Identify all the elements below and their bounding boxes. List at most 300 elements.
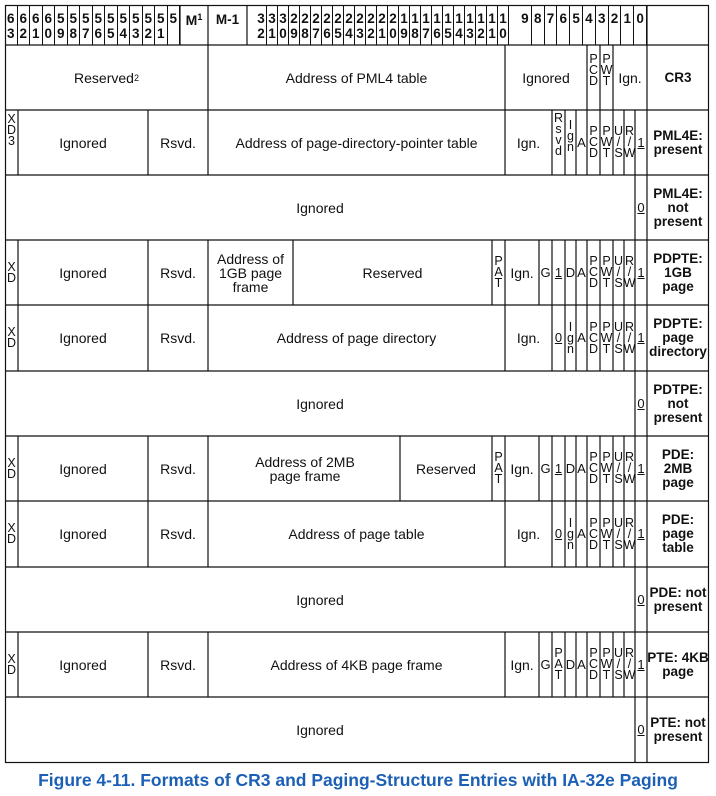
stacked-letter: C <box>588 330 599 345</box>
stacked-letter: W <box>623 537 636 552</box>
header-mid-digit-top: 1 <box>400 11 408 26</box>
stacked-letter: / <box>627 330 632 345</box>
pml4e-present-label: PML4E: present <box>653 127 703 157</box>
stacked-letter: D <box>6 336 17 350</box>
header-high-col <box>18 5 31 45</box>
stacked-letter: A <box>494 265 503 279</box>
header-mid-digit-bottom: 2 <box>257 26 265 41</box>
header-high-digit-top: 6 <box>6 11 15 26</box>
pte-xd <box>5 632 18 697</box>
stacked-letter: W <box>600 265 613 279</box>
header-low-digit-top: 5 <box>572 11 580 26</box>
stacked-letter: / <box>616 265 621 279</box>
stacked-letter: d <box>555 144 562 158</box>
header-mid-digit-bottom: 1 <box>378 26 386 41</box>
stacked-letter: / <box>616 135 621 149</box>
stacked-letter: D <box>588 74 599 88</box>
header-mid-col <box>465 5 476 45</box>
stacked-letter: W <box>600 526 613 541</box>
pde-np-label: PDE: not present <box>649 584 707 614</box>
header-high-digit-bottom: 8 <box>69 26 77 41</box>
stacked-letter: P <box>602 124 611 138</box>
header-mid-col <box>311 5 322 45</box>
header-high-digit-top: 6 <box>31 11 40 26</box>
header-mid-digit-bottom: 7 <box>312 26 320 41</box>
stacked-letter: 3 <box>8 134 15 148</box>
pdetbl-ign: Ign. <box>516 526 541 542</box>
pdetbl-label: PDE: page table <box>661 512 695 555</box>
header-mid-digit-top: 3 <box>279 11 287 26</box>
stacked-letter: T <box>602 472 611 486</box>
header-mid-digit-bottom: 0 <box>389 26 397 41</box>
header-mid-digit-top: 1 <box>444 11 452 26</box>
stacked-letter: s <box>555 122 562 136</box>
stacked-letter: P <box>589 254 598 268</box>
header-low-col <box>596 5 609 45</box>
stacked-letter: P <box>602 515 611 530</box>
header-low-digit-top: 6 <box>559 11 568 26</box>
stacked-letter: A <box>554 657 563 671</box>
header-mid-digit-bottom: 4 <box>455 26 463 41</box>
pml4e-pwt <box>600 110 613 175</box>
stacked-letter: P <box>589 319 598 334</box>
stacked-letter: W <box>623 276 636 290</box>
header-low-digit-top: 1 <box>623 11 632 26</box>
pte-ignored: Ignored <box>59 656 107 673</box>
pml4e-ign-bit <box>565 110 576 175</box>
header-high-digit-bottom: 1 <box>31 26 40 41</box>
stacked-letter: T <box>494 276 503 290</box>
pte-rw <box>624 632 635 697</box>
stacked-letter: D <box>6 662 17 677</box>
stacked-letter: R <box>624 646 635 660</box>
header-mid-digit-top: 1 <box>477 11 485 26</box>
pdetbl-rw <box>624 501 635 567</box>
header-mid-digit-top: 2 <box>290 11 298 26</box>
cr3-reserved-text: Reserved <box>74 69 134 86</box>
pdpte1g-a: A <box>577 264 586 280</box>
stacked-letter: T <box>602 668 611 682</box>
pdetbl-a: A <box>577 526 586 541</box>
header-low-col <box>545 5 558 45</box>
stacked-letter: X <box>7 112 16 126</box>
pml4e-ignored: Ignored <box>59 134 107 151</box>
header-mid-col <box>300 5 311 45</box>
stacked-letter: W <box>623 341 636 356</box>
header-low-digit-top: 0 <box>636 11 644 26</box>
header-mid-digit-top: 1 <box>411 11 419 26</box>
stacked-letter: P <box>494 450 503 464</box>
header-mid-digit-bottom: 6 <box>323 26 331 41</box>
pdpte1g-pwt <box>600 240 613 305</box>
pdetbl-ign-bit <box>565 501 576 567</box>
pml4e-np-ignored: Ignored <box>296 199 344 216</box>
pte-np-label: PTE: not present <box>650 715 706 744</box>
pdetbl-address: Address of page table <box>288 526 425 542</box>
header-high-col <box>5 5 18 45</box>
pml4e-rw <box>624 110 635 175</box>
header-mid-col <box>366 5 377 45</box>
header-low-col <box>519 5 532 45</box>
stacked-letter: D <box>588 668 599 682</box>
header-low-col <box>609 5 622 45</box>
header-mid-col <box>443 5 454 45</box>
header-high-digit-bottom: 5 <box>106 26 115 41</box>
header-mid-col <box>344 5 355 45</box>
cr3-pwt <box>600 45 613 110</box>
stacked-letter: T <box>602 146 611 160</box>
header-high-digit-bottom: 9 <box>56 26 65 41</box>
stacked-letter: n <box>567 140 574 154</box>
stacked-letter: X <box>7 259 16 274</box>
stacked-letter: W <box>623 472 636 486</box>
header-high-digit-top: 5 <box>119 11 127 26</box>
stacked-letter: T <box>602 537 611 552</box>
header-mid-digit-bottom: 7 <box>422 26 430 41</box>
stacked-letter: T <box>602 341 611 356</box>
header-mid-digit-bottom: 9 <box>290 26 298 41</box>
header-high-digit-top: 5 <box>131 11 140 26</box>
header-high-digit-bottom: 3 <box>6 26 15 41</box>
pte-pat <box>552 632 565 697</box>
pml4e-address: Address of page-directory-pointer table <box>235 134 478 151</box>
header-high-digit-bottom: 3 <box>131 26 140 41</box>
header-mid-digit-top: 2 <box>323 11 331 26</box>
pdpte1g-reserved: Reserved <box>362 264 423 281</box>
header-high-digit-bottom: 2 <box>144 26 152 41</box>
pdpte1g-p: 1 <box>637 264 645 280</box>
pte-a: A <box>577 656 586 672</box>
header-high-digit-bottom: 2 <box>19 26 27 41</box>
header-high-col <box>43 5 56 45</box>
stacked-letter: C <box>588 526 599 541</box>
stacked-letter: P <box>589 515 598 530</box>
header-high-digit-top: 5 <box>81 11 90 26</box>
pde2m-ign: Ign. <box>510 460 534 477</box>
stacked-letter: g <box>567 526 574 541</box>
header-high-digit-top: 5 <box>94 11 102 26</box>
pte-pwt <box>600 632 613 697</box>
pdptedir-us <box>613 305 624 371</box>
pde2m-a: A <box>577 460 586 476</box>
stacked-letter: D <box>588 146 599 160</box>
header-high-col <box>30 5 43 45</box>
pde2m-address: Address of 2MB page frame <box>255 453 355 484</box>
figure-caption: Figure 4-11. Formats of CR3 and Paging-Structure Entries with IA-32e Paging <box>38 770 678 790</box>
stacked-letter: D <box>6 123 17 137</box>
header-mid-digit-top: 1 <box>466 11 474 26</box>
stacked-letter: D <box>6 466 17 481</box>
pde2m-ignored: Ignored <box>59 460 107 477</box>
header-mid-col <box>278 5 289 45</box>
pdetbl-xd <box>5 501 18 567</box>
stacked-letter: / <box>616 657 621 671</box>
stacked-letter: n <box>567 341 574 356</box>
header-mid-col <box>498 5 509 45</box>
header-mid-digit-bottom: 6 <box>433 26 441 41</box>
header-high-digit-top: 5 <box>106 11 115 26</box>
header-mid-digit-top: 2 <box>367 11 375 26</box>
header-high-digit-top: 5 <box>69 11 77 26</box>
stacked-letter: n <box>567 537 574 552</box>
stacked-letter: T <box>602 276 611 290</box>
pte-ign: Ign. <box>510 656 534 673</box>
stacked-letter: S <box>614 341 623 356</box>
pml4e-ign: Ign. <box>516 134 541 151</box>
pdptedir-pcd <box>587 305 600 371</box>
pdetbl-ignored: Ignored <box>59 526 107 542</box>
header-high-col <box>155 5 168 45</box>
stacked-letter: W <box>600 461 613 475</box>
stacked-letter: S <box>614 276 623 290</box>
pml4e-rsvd: Rsvd. <box>160 134 196 151</box>
pml4e-np-p: 0 <box>637 199 645 215</box>
header-mid-digit-top: 2 <box>378 11 386 26</box>
stacked-letter: S <box>614 472 623 486</box>
pde2m-pcd <box>587 436 600 501</box>
pml4e-xd <box>5 110 18 175</box>
header-high-col <box>130 5 143 45</box>
stacked-letter: P <box>494 254 503 268</box>
stacked-letter: P <box>602 52 611 66</box>
header-high-col <box>118 5 131 45</box>
header-low-col <box>557 5 570 45</box>
stacked-letter: U <box>613 515 624 530</box>
pte-p: 1 <box>637 656 645 672</box>
pdpte1g-ignored: Ignored <box>59 264 107 281</box>
header-mid-digit-top: 2 <box>334 11 342 26</box>
header-mid-col <box>256 5 267 45</box>
stacked-letter: U <box>613 646 624 660</box>
pdpte1g-d: D <box>565 264 576 280</box>
header-mid-digit-bottom: 0 <box>279 26 287 41</box>
stacked-letter: P <box>602 319 611 334</box>
stacked-letter: P <box>589 124 598 138</box>
header-mid-col <box>355 5 366 45</box>
stacked-letter: C <box>588 657 599 671</box>
header-m <box>180 5 208 45</box>
stacked-letter: P <box>602 254 611 268</box>
pde2m-d: D <box>565 460 576 476</box>
header-low-col <box>621 5 634 45</box>
header-mid-digit-bottom: 2 <box>477 26 485 41</box>
stacked-letter: U <box>613 450 624 464</box>
stacked-letter: U <box>613 254 624 268</box>
cr3-pcd <box>587 45 600 110</box>
header-high-col <box>93 5 106 45</box>
stacked-letter: P <box>589 646 598 660</box>
stacked-letter: W <box>623 668 636 682</box>
header-high-digit-top: 6 <box>44 11 52 26</box>
pdetbl-us <box>613 501 624 567</box>
header-mid-col <box>421 5 432 45</box>
header-mid-col <box>487 5 498 45</box>
stacked-letter: I <box>568 319 573 334</box>
header-high-digit-top: 5 <box>144 11 152 26</box>
pde2m-pat <box>492 436 505 501</box>
pdptedir-rsvd: Rsvd. <box>160 330 196 346</box>
stacked-letter: R <box>624 124 635 138</box>
header-mid-digit-bottom: 8 <box>301 26 309 41</box>
header-mid-col <box>454 5 465 45</box>
stacked-letter: R <box>624 319 635 334</box>
stacked-letter: T <box>602 74 611 88</box>
pdptedir-label: PDPTE: page directory <box>649 316 707 359</box>
header-high-digit-bottom: 0 <box>44 26 52 41</box>
header-high-digit-bottom: 7 <box>81 26 90 41</box>
header-mid-digit-bottom: 5 <box>334 26 342 41</box>
cr3-label: CR3 <box>664 69 692 85</box>
header-mid-digit-bottom: 1 <box>268 26 276 41</box>
header-mid-digit-top: 1 <box>433 11 441 26</box>
header-mid-digit-top: 2 <box>389 11 397 26</box>
header-mid-digit-top: 2 <box>312 11 320 26</box>
header-mid-col <box>322 5 333 45</box>
stacked-letter: D <box>588 341 599 356</box>
header-high-col <box>55 5 68 45</box>
stacked-letter: A <box>494 461 503 475</box>
stacked-letter: / <box>616 330 621 345</box>
header-low-digit-top: 8 <box>533 11 542 26</box>
pde2m-g: G <box>540 460 551 476</box>
header-low-col <box>583 5 596 45</box>
stacked-letter: D <box>6 532 17 546</box>
header-mid-digit-bottom: 5 <box>444 26 452 41</box>
stacked-letter: P <box>589 52 598 66</box>
stacked-letter: g <box>567 129 574 143</box>
pdptedir-pwt <box>600 305 613 371</box>
stacked-letter: T <box>494 472 503 486</box>
pte-np-p: 0 <box>637 722 645 737</box>
header-mid-digit-top: 1 <box>488 11 496 26</box>
pdpte1g-rsvd: Rsvd. <box>160 264 196 281</box>
pdpte1g-ps: 1 <box>554 264 563 280</box>
pdetbl-rsvd: Rsvd. <box>160 526 196 542</box>
pde2m-ps: 1 <box>554 460 563 476</box>
stacked-letter: C <box>588 461 599 475</box>
header-low-col <box>570 5 583 45</box>
pdetbl-pcd <box>587 501 600 567</box>
pdetbl-p: 1 <box>637 526 645 541</box>
pdpte-np-label: PDTPE: not present <box>653 381 703 425</box>
pde2m-rw <box>624 436 635 501</box>
stacked-letter: X <box>7 651 16 666</box>
stacked-letter: I <box>568 515 573 530</box>
header-low-col <box>532 5 545 45</box>
header-mid-col <box>410 5 421 45</box>
pdpte1g-g: G <box>540 264 551 280</box>
stacked-letter: / <box>627 526 632 541</box>
header-mid-digit-top: 3 <box>268 11 276 26</box>
stacked-letter: D <box>588 276 599 290</box>
header-low-col <box>634 5 647 45</box>
stacked-letter: C <box>588 265 599 279</box>
pdetbl-pwt <box>600 501 613 567</box>
header-m-label: M <box>185 12 198 28</box>
pdpte-np-ignored: Ignored <box>296 395 344 412</box>
pdptedir-rw <box>624 305 635 371</box>
header-mid-digit-bottom: 1 <box>488 26 496 41</box>
stacked-letter: P <box>602 646 611 660</box>
pde2m-pwt <box>600 436 613 501</box>
header-low-digit-top: 4 <box>585 11 593 26</box>
pte-4kb-label: PTE: 4KB page <box>647 649 709 679</box>
pde2m-xd <box>5 436 18 501</box>
header-high-digit-top: 5 <box>56 11 65 26</box>
header-mid-digit-bottom: 3 <box>356 26 364 41</box>
pdpte1g-address: Address of 1GB page frame <box>217 250 284 295</box>
stacked-letter: S <box>614 146 623 160</box>
header-low-digit-top: 2 <box>610 11 619 26</box>
stacked-letter: D <box>588 537 599 552</box>
header-mid-col <box>476 5 487 45</box>
stacked-letter: P <box>602 450 611 464</box>
stacked-letter: R <box>624 515 635 530</box>
stacked-letter: / <box>616 461 621 475</box>
pml4e-pcd <box>587 110 600 175</box>
stacked-letter: D <box>6 270 17 285</box>
stacked-letter: R <box>624 450 635 464</box>
stacked-letter: v <box>555 133 562 147</box>
stacked-letter: X <box>7 325 16 339</box>
pte-d: D <box>565 656 576 672</box>
header-mid-digit-top: 2 <box>345 11 353 26</box>
pte-address: Address of 4KB page frame <box>270 656 443 673</box>
header-mid-col <box>267 5 278 45</box>
header-mid-digit-bottom: 4 <box>345 26 353 41</box>
pml4e-p: 1 <box>637 134 645 150</box>
stacked-letter: W <box>600 657 613 671</box>
pte-rsvd: Rsvd. <box>160 656 196 673</box>
pde2m-rsvd: Rsvd. <box>160 460 196 477</box>
stacked-letter: D <box>588 472 599 486</box>
pte-us <box>613 632 624 697</box>
header-mid-digit-top: 1 <box>455 11 463 26</box>
pde2m-us <box>613 436 624 501</box>
cr3-ign: Ign. <box>618 69 642 86</box>
header-m-minus-1: M-1 <box>215 12 240 27</box>
header-high-digit-bottom: 1 <box>156 26 165 41</box>
header-high-col <box>68 5 81 45</box>
pde2m-p: 1 <box>637 460 645 476</box>
stacked-letter: W <box>600 135 613 149</box>
pde2m-label: PDE: 2MB page <box>661 446 695 490</box>
header-low-digit-top: 7 <box>546 11 555 26</box>
stacked-letter: S <box>614 537 623 552</box>
stacked-letter: C <box>588 135 599 149</box>
header-high-col <box>80 5 93 45</box>
stacked-letter: W <box>623 146 636 160</box>
pdpte1g-us <box>613 240 624 305</box>
header-mid-digit-bottom: 8 <box>411 26 419 41</box>
stacked-letter: R <box>553 111 564 125</box>
pdptedir-xd <box>5 305 18 371</box>
cr3-address: Address of PML4 table <box>285 69 428 86</box>
stacked-letter: / <box>627 265 632 279</box>
stacked-letter: P <box>589 450 598 464</box>
header-mid-col <box>289 5 300 45</box>
pde2m-reserved: Reserved <box>416 460 476 477</box>
header-mid-digit-bottom: 3 <box>466 26 474 41</box>
stacked-letter: / <box>627 657 632 671</box>
pml4e-us <box>613 110 624 175</box>
header-mid-col <box>388 5 399 45</box>
stacked-letter: W <box>600 330 613 345</box>
header-high-col <box>105 5 118 45</box>
header-mid-col <box>399 5 410 45</box>
header-high-digit-top: 5 <box>169 11 177 26</box>
pde-np-ignored: Ignored <box>296 591 344 608</box>
